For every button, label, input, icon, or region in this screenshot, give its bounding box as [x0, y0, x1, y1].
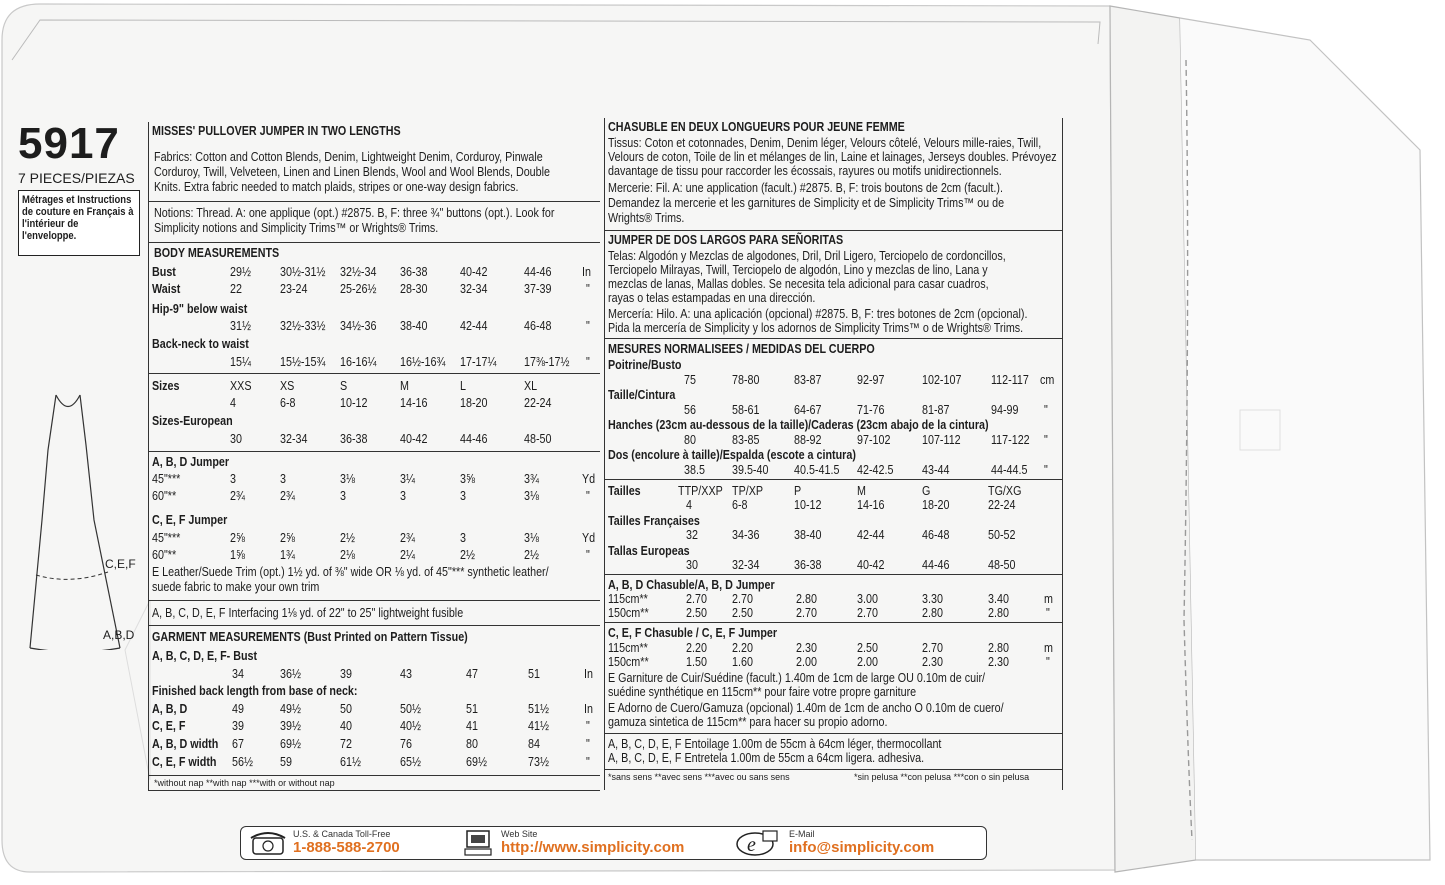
es-telas-line: mezclas de lanas, Mallas dobles. Se necesita tela adicional para casar cuadros,	[608, 277, 989, 291]
finished-cef-row: C, E, F 39 39½ 40 40½ 41 41½ "	[152, 719, 590, 733]
entoilage-line: A, B, C, D, E, F Entoilage 1.00m de 55cm à 64cm léger, thermocollant	[608, 737, 942, 751]
email-link[interactable]: info@simplicity.com	[789, 839, 935, 856]
adorno-line: gamuza sintetica de 115cm** para hacer su propio adorno.	[608, 715, 888, 729]
bust-row: Bust 29½ 30½-31½ 32½-34 36-38 40-42 44-46 In	[152, 265, 591, 279]
contact-bar	[240, 826, 987, 860]
tailles-francaises-row: 32 34-36 38-40 42-44 46-48 50-52	[686, 528, 1016, 542]
tailles-francaises-label: Tailles Françaises	[608, 514, 700, 528]
abd-jumper-label: A, B, D Jumper	[152, 455, 230, 469]
tailles-row: Tailles TTP/XXP TP/XP P M G TG/XG	[608, 484, 1022, 498]
fr-tissu-line: Tissus: Coton et cotonnades, Denim, Denim léger, Velours côtelé, Velours mille-raies, Twill,	[608, 136, 1042, 150]
french-note-line: l'enveloppe.	[22, 230, 77, 242]
es-telas-line: Terciopelo Milrayas, Twill, Terciopelo de algodón, Lino y mezclas de lino, Lana y	[608, 263, 988, 277]
body-measurements-title: BODY MEASUREMENTS	[154, 246, 280, 260]
abd-60-row: 60"** 2¾ 2¾ 3 3 3 3⅛ "	[152, 489, 590, 503]
en-fabrics-line: Corduroy, Twill, Velveteen, Linen and Linen Blends, Wool and Wool Blends, Double	[154, 165, 551, 179]
english-column	[148, 122, 600, 790]
tallas-europeas-label: Tallas Europeas	[608, 544, 690, 558]
garniture-line: suédine synthétique en 115cm** pour faire votre propre garniture	[608, 685, 917, 699]
tailles-num-row: 4 6-8 10-12 14-16 18-20 22-24	[686, 498, 1016, 512]
poitrine-row: 75 78-80 83-87 92-97 102-107 112-117 cm	[684, 373, 1055, 387]
dress-sketch	[20, 390, 140, 650]
fr-title: CHASUBLE EN DEUX LONGUEURS POUR JEUNE FEMME	[608, 120, 905, 134]
french-note-line: Métrages et Instructions	[22, 194, 132, 206]
fr-tissu-line: davantage de tissu pour raccorder les écossais, rayures ou motifs unidirectionnels.	[608, 164, 1002, 178]
cef-jumper-label: C, E, F Jumper	[152, 513, 228, 527]
fr-mercerie-line: Demandez la mercerie et les garnitures de Simplicity et de Simplicity Trims™ ou de	[608, 196, 1005, 210]
web-label: Web Site	[501, 829, 538, 839]
french-note-box	[18, 190, 140, 256]
email-label: E-Mail	[789, 829, 815, 839]
french-note-line: l'intérieur de	[22, 218, 79, 230]
sizes-row: Sizes XXS XS S M L XL	[152, 379, 538, 393]
poitrine-label: Poitrine/Busto	[608, 358, 682, 372]
back-label: Back-neck to waist	[152, 337, 249, 351]
pattern-number: 5917	[18, 119, 120, 168]
leather-trim-line: suede fabric to make your own trim	[152, 580, 320, 594]
es-title: JUMPER DE DOS LARGOS PARA SEÑORITAS	[608, 233, 844, 247]
es-telas-line: rayas o telas estampadas en una dirección.	[608, 291, 816, 305]
fr-tissu-line: Velours de coton, Toile de lin et mélanges de lin, Laine et lainages, Jerseys doubles. Prévoyez	[608, 150, 1057, 164]
width-abd-row: A, B, D width 67 69½ 72 76 80 84 "	[152, 737, 590, 751]
es-merceria-line: Pida la mercería de Simplicity y los adornos de Simplicity Trims™ o de Wrights® Trims.	[608, 321, 1024, 335]
metric-title: MESURES NORMALISEES / MEDIDAS DEL CUERPO	[608, 342, 875, 356]
sizes-num-row: 4 6-8 10-12 14-16 18-20 22-24	[230, 396, 552, 410]
phone-number[interactable]: 1-888-588-2700	[293, 839, 400, 856]
finished-length-label: Finished back length from base of neck:	[152, 684, 358, 698]
taille-label: Taille/Cintura	[608, 388, 676, 402]
garment-bust-label: A, B, C, D, E, F- Bust	[152, 649, 258, 663]
garniture-line: E Garniture de Cuir/Suédine (facult.) 1.40m de 1cm de large OU 0.10m de cuir/	[608, 671, 986, 685]
fr-mercerie-line: Mercerie: Fil. A: une application (facult.) #2875. B, F: trois boutons de 2cm (facult.).	[608, 181, 1003, 195]
fr-footnote: *sans sens **avec sens ***avec ou sans sens	[608, 772, 790, 782]
dos-row: 38.5 39.5-40 40.5-41.5 42-42.5 43-44 44-44.5 "	[684, 463, 1048, 477]
chasuble-cef-label: C, E, F Chasuble / C, E, F Jumper	[608, 626, 778, 640]
hanches-label: Hanches (23cm au-dessous de la taille)/Caderas (23cm abajo de la cintura)	[608, 418, 989, 432]
en-notions-line: Notions: Thread. A: one applique (opt.) #2875. B, F: three ¾" buttons (opt.). Look for	[154, 206, 555, 220]
interfacing-line: A, B, C, D, E, F Interfacing 1⅛ yd. of 22" to 25" lightweight fusible	[152, 606, 464, 620]
abd-150-row: 150cm** 2.50 2.50 2.70 2.70 2.80 2.80 "	[608, 606, 1050, 620]
finished-abd-row: A, B, D 49 49½ 50 50½ 51 51½ In	[152, 702, 593, 716]
hip-label: Hip-9" below waist	[152, 302, 248, 316]
cef-45-row: 45"*** 2⅝ 2⅝ 2½ 2¾ 3 3⅛ Yd	[152, 531, 596, 545]
eu-label: Sizes-European	[152, 414, 233, 428]
abd-45-row: 45"*** 3 3 3⅛ 3¼ 3⅝ 3¾ Yd	[152, 472, 596, 486]
en-fabrics-line: Fabrics: Cotton and Cotton Blends, Denim, Lightweight Denim, Corduroy, Pinwale	[154, 150, 543, 164]
en-fabrics-line: Knits. Extra fabric needed to match plaids, stripes or one-way design fabrics.	[154, 180, 519, 194]
website-link[interactable]: http://www.simplicity.com	[501, 839, 685, 856]
chasuble-abd-label: A, B, D Chasuble/A, B, D Jumper	[608, 578, 775, 592]
cef-60-row: 60"** 1⅝ 1¾ 2⅛ 2¼ 2½ 2½ "	[152, 548, 590, 562]
en-footnote: *without nap **with nap ***with or without nap	[154, 778, 335, 788]
leather-trim-line: E Leather/Suede Trim (opt.) 1½ yd. of ⅜" wide OR ⅛ yd. of 45"*** synthetic leather/	[152, 565, 549, 579]
garment-bust-row: 34 36½ 39 43 47 51 In	[232, 667, 593, 681]
computer-icon	[463, 829, 493, 857]
width-cef-row: C, E, F width 56½ 59 61½ 65½ 69½ 73½ "	[152, 755, 590, 769]
es-footnote: *sin pelusa **con pelusa ***con o sin pelusa	[854, 772, 1030, 782]
en-notions-line: Simplicity notions and Simplicity Trims™ or Wrights® Trims.	[154, 221, 439, 235]
hanches-row: 80 83-85 88-92 97-102 107-112 117-122 "	[684, 433, 1048, 447]
svg-text:e: e	[747, 834, 756, 856]
phone-icon	[249, 830, 289, 856]
cef-115-row: 115cm** 2.20 2.20 2.30 2.50 2.70 2.80 m	[608, 641, 1053, 655]
es-merceria-line: Mercería: Hilo. A: una aplicación (opcional) #2875. B, F: tres botones de 2cm (opcional).	[608, 307, 1028, 321]
taille-row: 56 58-61 64-67 71-76 81-87 94-99 "	[684, 403, 1048, 417]
tallas-europeas-row: 30 32-34 36-38 40-42 44-46 48-50	[686, 558, 1016, 572]
pieces-count: 7 PIECES/PIEZAS	[18, 170, 135, 186]
garment-measurements-title: GARMENT MEASUREMENTS (Bust Printed on Pattern Tissue)	[152, 630, 468, 644]
french-note-line: de couture en Français à	[22, 206, 134, 218]
dos-label: Dos (encolure à taille)/Espalda (escote a cintura)	[608, 448, 856, 462]
label-abd: A,B,D	[103, 628, 135, 642]
eu-row: 30 32-34 36-38 40-42 44-46 48-50	[230, 432, 552, 446]
abd-115-row: 115cm** 2.70 2.70 2.80 3.00 3.30 3.40 m	[608, 592, 1053, 606]
email-icon	[733, 829, 783, 857]
fr-mercerie-line: Wrights® Trims.	[608, 211, 685, 225]
hip-row: 31½ 32½-33½ 34½-36 38-40 42-44 46-48 "	[230, 319, 590, 333]
french-spanish-column	[604, 118, 1062, 790]
back-row: 15¼ 15½-15¾ 16-16¼ 16½-16¾ 17-17¼ 17⅜-17½ "	[230, 355, 590, 369]
es-telas-line: Telas: Algodón y Mezclas de algodones, Dril, Dril Ligero, Terciopelo de cordoncillos,	[608, 249, 1006, 263]
phone-label: U.S. & Canada Toll-Free	[293, 829, 391, 839]
adorno-line: E Adorno de Cuero/Gamuza (opcional) 1.40m de 1cm de ancho O 0.10m de cuero/	[608, 701, 1004, 715]
label-cef: C,E,F	[105, 557, 136, 571]
cef-150-row: 150cm** 1.50 1.60 2.00 2.00 2.30 2.30 "	[608, 655, 1050, 669]
en-title: MISSES' PULLOVER JUMPER IN TWO LENGTHS	[152, 124, 401, 138]
entoilage-line: A, B, C, D, E, F Entretela 1.00m de 55cm a 64cm ligera. adhesiva.	[608, 751, 925, 765]
waist-row: Waist 22 23-24 25-26½ 28-30 32-34 37-39 "	[152, 282, 590, 296]
